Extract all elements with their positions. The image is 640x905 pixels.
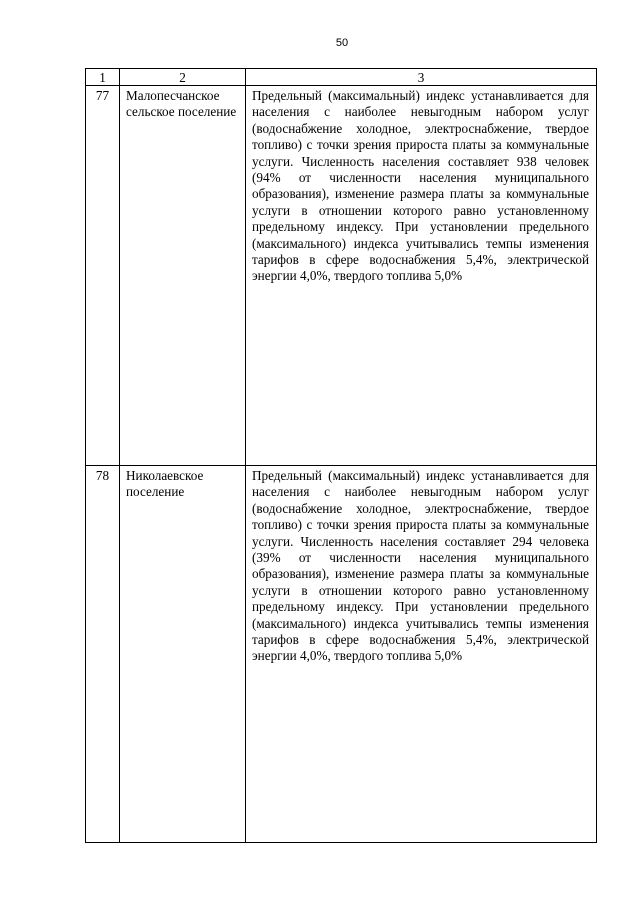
settlement-name: Малопесчанское сельское поселение [126, 88, 237, 120]
table-row [86, 86, 597, 466]
description-cell [246, 86, 597, 466]
column-header-number: 1 [86, 69, 120, 86]
column-header-settlement: 2 [120, 69, 246, 86]
table-header-row [86, 69, 597, 86]
settlement-name: Николаевское поселение [126, 468, 204, 500]
settlement-name-cell [120, 466, 246, 843]
description-text: Предельный (максимальный) индекс устанавливается для населения с наиболее невыгодным набором услуг (водоснабжение холодное, электроснабжение, твердое топливо) с точки зрения прироста платы за коммунальные услуги. Численность населения составляет 938 человек (94% от численности населения муниципального образования), изменение размера платы за коммунальные услуги в отношении которого равно установленному предельному индексу. При установлении предельного (максимального) индекса учитывались темпы изменения тарифов в сфере водоснабжения 5,4%, электрической энергии 4,0%, твердого топлива 5,0% [252, 88, 589, 284]
row-number-cell: 77 [86, 86, 120, 466]
tariff-index-table [85, 68, 597, 843]
page-number: 50 [335, 37, 349, 49]
description-cell [246, 466, 597, 843]
description-text: Предельный (максимальный) индекс устанавливается для населения с наиболее невыгодным набором услуг (водоснабжение холодное, электроснабжение, твердое топливо) с точки зрения прироста платы за коммунальные услуги. Численность населения составляет 294 человека (39% от численности населения муниципального образования), изменение размера платы за коммунальные услуги в отношении которого равно установленному предельному индексу. При установлении предельного (максимального) индекса учитывались темпы изменения тарифов в сфере водоснабжения 5,4%, электрической энергии 4,0%, твердого топлива 5,0% [252, 468, 589, 664]
row-number-cell: 78 [86, 466, 120, 843]
column-header-description: 3 [246, 69, 597, 86]
settlement-name-cell [120, 86, 246, 466]
table-row [86, 466, 597, 843]
